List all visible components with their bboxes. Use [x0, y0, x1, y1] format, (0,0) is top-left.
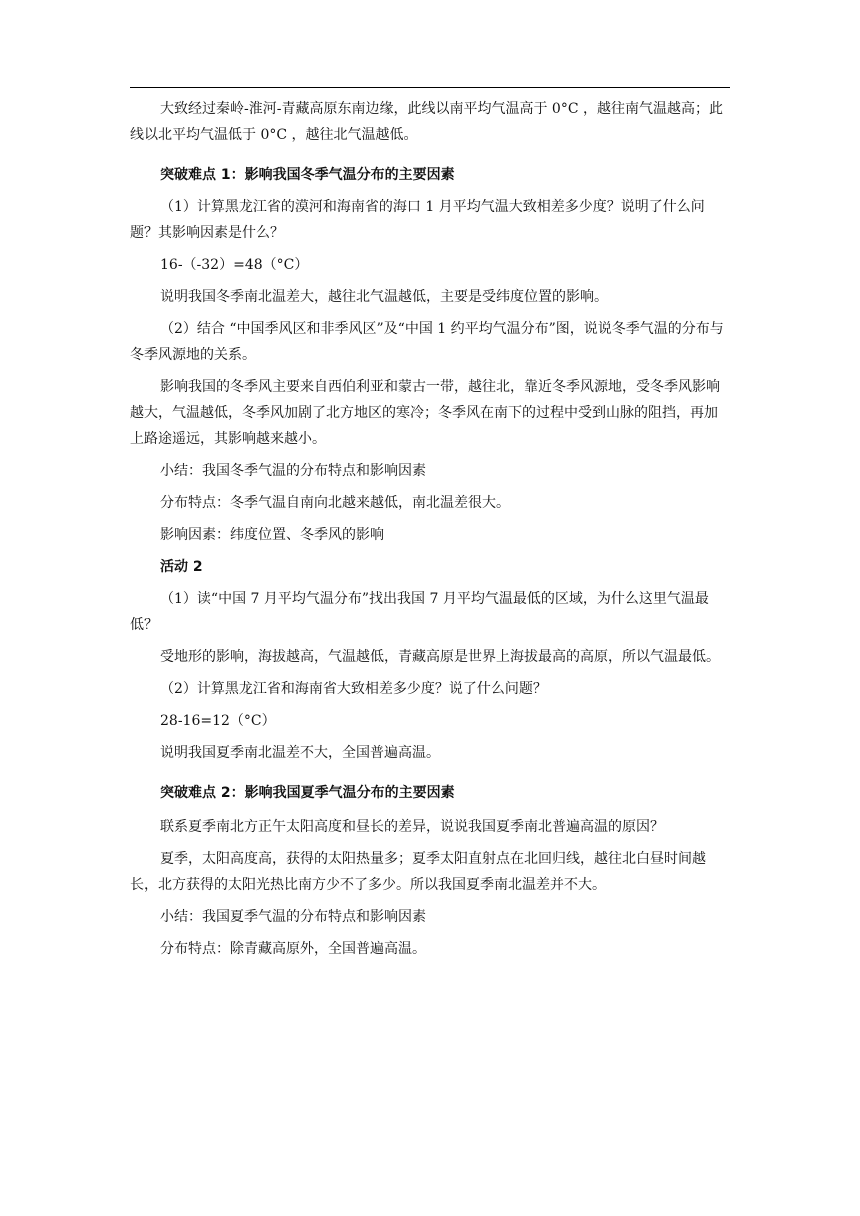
question: 联系夏季南北方正午太阳高度和昼长的差异，说说我国夏季南北普遍高温的原因？: [160, 819, 664, 835]
summary-title: 小结：我国冬季气温的分布特点和影响因素: [160, 463, 426, 479]
question: （2）计算黑龙江省和海南省大致相差多少度？说了什么问题？: [160, 681, 547, 697]
answer: 说明我国夏季南北温差不大，全国普遍高温。: [160, 745, 440, 761]
summary-item: 影响因素：纬度位置、冬季风的影响: [160, 527, 384, 543]
question: （1）读“中国 7 月平均气温分布”找出我国 7 月平均气温最低的区域，为什么这里气温最低？: [130, 591, 709, 633]
document-body: [130, 96, 730, 962]
answer: 受地形的影响，海拔越高，气温越低，青藏高原是世界上海拔最高的高原，所以气温最低。: [160, 649, 720, 665]
section-heading: 突破难点 2：影响我国夏季气温分布的主要因素: [160, 785, 455, 801]
calculation: 16-（-32）=48（°C）: [160, 257, 309, 273]
summary-title: 小结：我国夏季气温的分布特点和影响因素: [160, 909, 426, 925]
paragraph: 大致经过秦岭-淮河-青藏高原东南边缘，此线以南平均气温高于 0°C ，越往南气温越高；此线以北平均气温低于 0°C ，越往北气温越低。: [130, 101, 723, 143]
question: （1）计算黑龙江省的漠河和海南省的海口 1 月平均气温大致相差多少度？说明了什么问题？其影响因素是什么？: [130, 199, 705, 241]
answer: 说明我国冬季南北温差大，越往北气温越低，主要是受纬度位置的影响。: [160, 289, 608, 305]
summary-item: 分布特点：除青藏高原外，全国普遍高温。: [160, 941, 426, 957]
answer: 影响我国的冬季风主要来自西伯利亚和蒙古一带，越往北，靠近冬季风源地，受冬季风影响越大，气温越低，冬季风加剧了北方地区的寒冷；冬季风在南下的过程中受到山脉的阻挡，再加上路途遥远，其影响越来越小。: [130, 379, 720, 447]
section-heading: 突破难点 1：影响我国冬季气温分布的主要因素: [160, 167, 455, 183]
answer: 夏季，太阳高度高，获得的太阳热量多；夏季太阳直射点在北回归线，越往北白昼时间越长，北方获得的太阳光热比南方少不了多少。所以我国夏季南北温差并不大。: [130, 851, 706, 893]
summary-item: 分布特点：冬季气温自南向北越来越低，南北温差很大。: [160, 495, 510, 511]
calculation: 28-16=12（°C）: [160, 713, 276, 729]
question: （2）结合 “中国季风区和非季风区”及“中国 1 约平均气温分布”图，说说冬季气温的分布与冬季风源地的关系。: [130, 321, 724, 363]
activity-heading: 活动 2: [160, 559, 203, 575]
header-rule: [130, 87, 730, 88]
